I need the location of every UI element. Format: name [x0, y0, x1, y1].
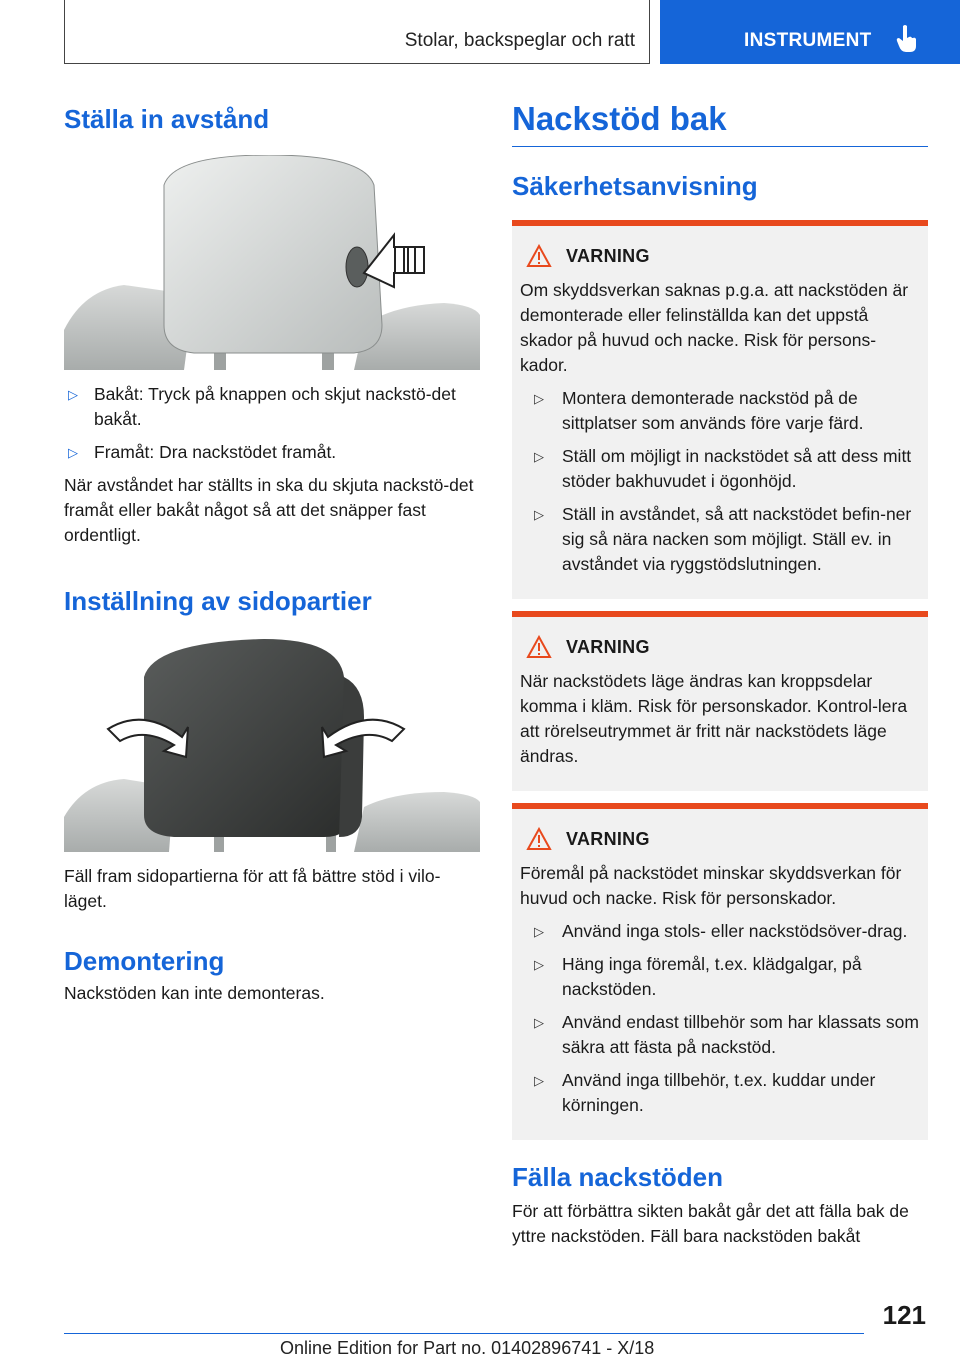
distance-paragraph: När avståndet har ställts in ska du skjuta nackstö-det framåt eller bakåt något så att det snäpper fast ordentligt.: [64, 475, 474, 545]
header-chapter-title: INSTRUMENT: [744, 30, 872, 51]
removal-paragraph: Nackstöden kan inte demonteras.: [64, 983, 325, 1003]
warning-list: [520, 386, 920, 577]
header-chapter-tab[interactable]: [660, 0, 960, 64]
warning-text: Föremål på nackstödet minskar skyddsverkan för huvud och nacke. Risk för personskador.: [520, 863, 902, 908]
bullet-triangle-icon: ▷: [534, 391, 544, 406]
warning-header: [520, 635, 920, 663]
list-item: ▷ Häng inga föremål, t.ex. klädgalgar, på nackstöden.: [534, 954, 862, 999]
warning-title: VARNING: [566, 246, 650, 266]
page-number: 121: [882, 1300, 926, 1330]
right-column: [512, 100, 928, 1249]
heading-rear-headrest: Nackstöd bak: [512, 100, 928, 147]
list-item: ▷ Använd inga tillbehör, t.ex. kuddar under körningen.: [534, 1070, 876, 1115]
warning-list: [520, 919, 920, 1118]
list-item: ▷ Använd endast tillbehör som har klassats som säkra att fästa på nackstöd.: [534, 1012, 919, 1057]
bullet-triangle-icon: ▷: [68, 387, 78, 402]
footer-divider: [64, 1333, 864, 1334]
bullet-triangle-icon: ▷: [534, 957, 544, 972]
heading-fold-headrests: Fälla nackstöden: [512, 1162, 723, 1192]
warning-title: VARNING: [566, 637, 650, 657]
list-item: ▷ Ställ om möjligt in nackstödet så att dess mitt stöder bakhuvudet i ögonhöjd.: [534, 446, 912, 491]
warning-header: [520, 244, 920, 272]
header-section-title: Stolar, backspeglar och ratt: [404, 30, 635, 51]
list-item: ▷ Använd inga stols- eller nackstödsöver-drag.: [528, 919, 920, 944]
heading-side-sections: Inställning av sidopartier: [64, 586, 372, 616]
headrest-sides-illustration: [64, 637, 480, 852]
bullet-triangle-icon: ▷: [534, 449, 544, 464]
bullet-triangle-icon: ▷: [534, 1073, 544, 1088]
warning-triangle-icon: [526, 244, 552, 268]
heading-safety-notice: Säkerhetsanvisning: [512, 171, 758, 201]
bullet-triangle-icon: ▷: [534, 1015, 544, 1030]
distance-list: [64, 382, 480, 465]
bullet-triangle-icon: ▷: [534, 507, 544, 522]
heading-distance: Ställa in avstånd: [64, 104, 270, 134]
sides-paragraph: Fäll fram sidopartierna för att få bättre stöd i vilo-läget.: [64, 866, 441, 911]
list-item: ▷ Ställ in avståndet, så att nackstödet befin-ner sig så nära nacken som möjligt. Ställ ev. in avståndet via ryggstödslutningen.: [534, 504, 912, 574]
list-item: ▷ Montera demonterade nackstöd på de sittplatser som används före varje färd.: [534, 388, 864, 433]
footer-edition: Online Edition for Part no. 01402896741 - X/18: [280, 1338, 655, 1358]
warning-box: [512, 803, 928, 1140]
list-item: ▷ Framåt: Dra nackstödet framåt.: [64, 440, 480, 465]
bullet-triangle-icon: ▷: [68, 445, 78, 460]
hand-pointer-icon: [896, 24, 918, 54]
bullet-triangle-icon: ▷: [534, 924, 544, 939]
warning-header: [520, 827, 920, 855]
warning-text: När nackstödets läge ändras kan kroppsdelar komma i kläm. Risk för personskador. Kontrol-lera att rörelseutrymmet är fritt när nackstödets läge ändras.: [520, 671, 908, 766]
warning-title: VARNING: [566, 829, 650, 849]
header-section-box: [64, 0, 650, 64]
left-column: [64, 100, 480, 1006]
warning-box: [512, 220, 928, 599]
heading-removal: Demontering: [64, 946, 225, 976]
warning-box: [512, 611, 928, 791]
warning-triangle-icon: [526, 635, 552, 659]
warning-text: Om skyddsverkan saknas p.g.a. att nackstöden är demonterade eller felinställda kan det uppstå skador på huvud och nacke. Risk för persons-kador.: [520, 280, 909, 375]
warning-triangle-icon: [526, 827, 552, 851]
list-item: ▷ Bakåt: Tryck på knappen och skjut nackstö-det bakåt.: [68, 384, 456, 429]
headrest-distance-illustration: [64, 155, 480, 370]
fold-paragraph: För att förbättra sikten bakåt går det att fälla bak de yttre nackstöden. Fäll bara nackstöden bakåt: [512, 1201, 909, 1246]
